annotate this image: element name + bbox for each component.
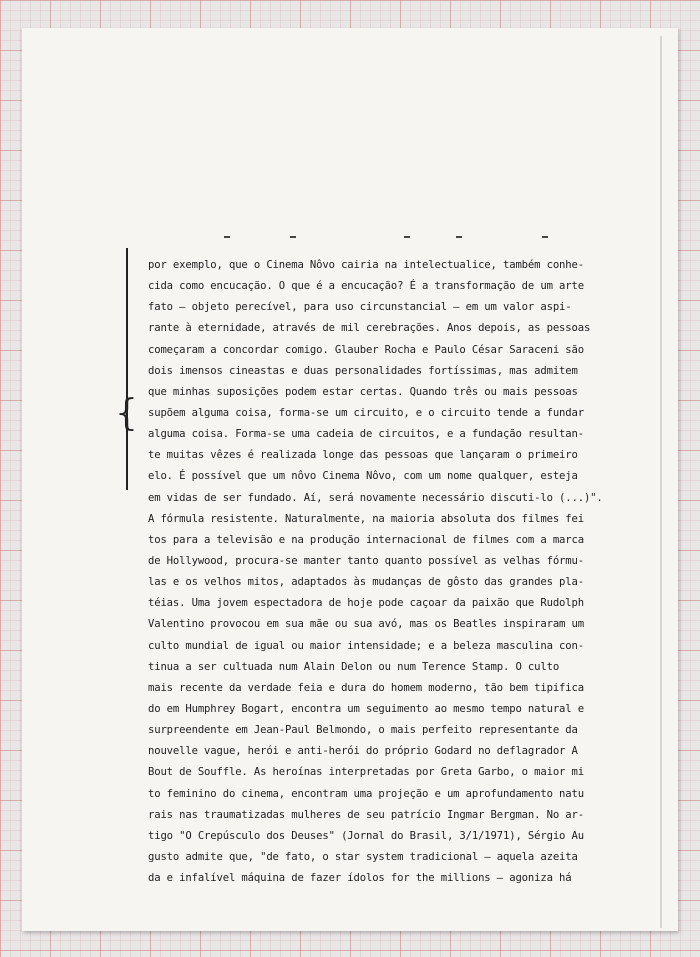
typed-dash-mark	[290, 236, 296, 238]
text-line: gusto admite que, "de fato, o star system tradicional — aquela azeita	[148, 850, 578, 863]
text-line: dois imensos cineastas e duas personalidades fortíssimas, mas admitem	[148, 364, 578, 377]
text-line: de Hollywood, procura-se manter tanto quanto possível as velhas fórmu-	[148, 554, 584, 567]
text-line: supõem alguma coisa, forma-se um circuito, e o circuito tende a fundar	[148, 406, 584, 419]
text-line: tinua a ser cultuada num Alain Delon ou num Terence Stamp. O culto	[148, 660, 560, 673]
text-line: te muitas vêzes é realizada longe das pessoas que lançaram o primeiro	[148, 449, 578, 462]
text-line: tigo "O Crepúsculo dos Deuses" (Jornal do Brasil, 3/1/1971), Sérgio Au	[148, 829, 584, 842]
text-line: em vidas de ser fundado. Aí, será novamente necessário discuti-lo (...)".	[148, 491, 603, 504]
text-line: começaram a concordar comigo. Glauber Rocha e Paulo César Saraceni são	[148, 343, 584, 356]
typed-text-block	[148, 255, 618, 889]
text-line: Bout de Souffle. As heroínas interpretadas por Greta Garbo, o maior mi	[148, 766, 584, 779]
text-line: elo. É possível que um nôvo Cinema Nôvo, com um nome qualquer, esteja	[148, 470, 578, 483]
text-line: rais nas traumatizadas mulheres de seu patrício Ingmar Bergman. No ar-	[148, 808, 584, 821]
text-line: fato — objeto perecível, para uso circunstancial — em um valor aspi-	[148, 301, 572, 314]
text-line: to feminino do cinema, encontram uma projeção e um aprofundamento natu	[148, 787, 584, 800]
text-line: culto mundial de igual ou maior intensidade; e a beleza masculina con-	[148, 639, 584, 652]
typed-dash-mark	[224, 236, 230, 238]
text-line: que minhas suposições podem estar certas. Quando três ou mais pessoas	[148, 385, 578, 398]
typed-dash-mark	[456, 236, 462, 238]
page-edge	[660, 36, 662, 928]
text-line: do em Humphrey Bogart, encontra um seguimento ao mesmo tempo natural e	[148, 702, 584, 715]
text-line: nouvelle vague, herói e anti-herói do próprio Godard no deflagrador A	[148, 745, 578, 758]
margin-brace-mark: {	[115, 393, 138, 434]
text-line: rante à eternidade, através de mil cerebrações. Anos depois, as pessoas	[148, 322, 591, 335]
text-line: cida como encucação. O que é a encucação? É a transformação de um arte	[148, 280, 584, 293]
text-line: Valentino provocou em sua mãe ou sua avó, mas os Beatles inspiraram um	[148, 618, 584, 631]
text-line: por exemplo, que o Cinema Nôvo cairia na intelectualice, também conhe-	[148, 259, 584, 271]
text-line: surpreendente em Jean-Paul Belmondo, o mais perfeito representante da	[148, 724, 578, 737]
text-line: téias. Uma jovem espectadora de hoje pode caçoar da paixão que Rudolph	[148, 597, 584, 610]
margin-marker-line	[126, 248, 128, 490]
text-line: tos para a televisão e na produção internacional de filmes com a marca	[148, 533, 584, 546]
text-line: mais recente da verdade feia e dura do homem moderno, tão bem tipifica	[148, 681, 584, 694]
typed-dash-mark	[542, 236, 548, 238]
text-line: A fórmula resistente. Naturalmente, na maioria absoluta dos filmes fei	[148, 512, 584, 525]
typed-dash-mark	[404, 236, 410, 238]
text-line: las e os velhos mitos, adaptados às mudanças de gôsto das grandes pla-	[148, 576, 584, 589]
text-line: alguma coisa. Forma-se uma cadeia de circuitos, e a fundação resultan-	[148, 428, 584, 441]
text-line: da e infalível máquina de fazer ídolos for the millions — agoniza há	[148, 872, 572, 885]
